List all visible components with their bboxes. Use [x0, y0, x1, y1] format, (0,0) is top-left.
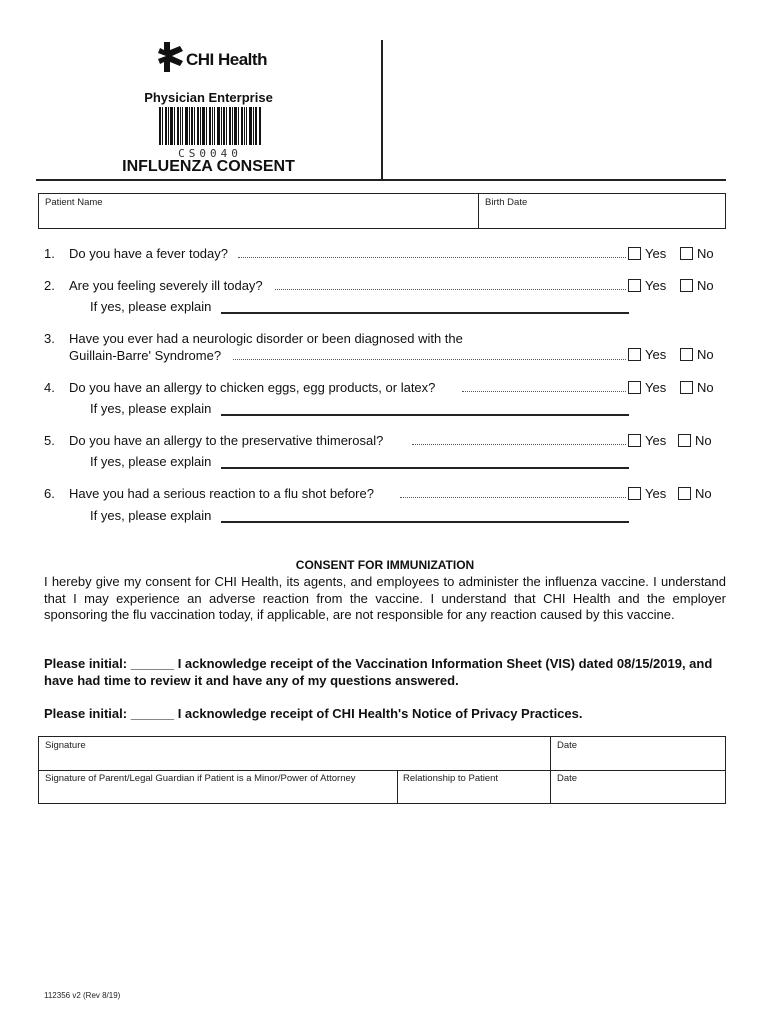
guardian-signature-field[interactable] [39, 784, 397, 804]
question-1 [44, 246, 734, 262]
question-number: 3. [44, 331, 55, 346]
yes-option[interactable] [628, 380, 666, 395]
explain-label: If yes, please explain [90, 299, 212, 314]
no-option[interactable] [680, 246, 714, 261]
explain-input-4[interactable] [221, 414, 629, 416]
no-label: No [697, 246, 714, 261]
no-checkbox[interactable] [678, 434, 691, 447]
question-number: 1. [44, 246, 55, 261]
barcode-icon [159, 107, 261, 145]
question-3 [44, 331, 734, 365]
question-4 [44, 380, 734, 396]
no-label: No [697, 380, 714, 395]
header-divider [381, 40, 383, 180]
no-checkbox[interactable] [678, 487, 691, 500]
patient-name-field[interactable] [39, 208, 478, 228]
yes-label: Yes [645, 486, 667, 501]
relationship-label: Relationship to Patient [403, 773, 499, 784]
question-number: 4. [44, 380, 55, 395]
no-label: No [695, 486, 712, 501]
question-number: 6. [44, 486, 55, 501]
no-checkbox[interactable] [680, 247, 693, 260]
question-text: Have you ever had a neurologic disorder or been diagnosed with the [69, 331, 463, 346]
explain-label: If yes, please explain [90, 508, 212, 523]
date2-label: Date [557, 773, 578, 784]
form-footer: 112356 v2 (Rev 8/19) [44, 991, 121, 1000]
question-text-line2: Guillain-Barre' Syndrome? [69, 348, 222, 363]
enterprise-label: Physician Enterprise [144, 90, 273, 105]
question-text: Do you have an allergy to chicken eggs, egg products, or latex? [69, 380, 436, 395]
no-option[interactable] [678, 486, 712, 501]
question-text: Do you have an allergy to the preservative thimerosal? [69, 433, 384, 448]
consent-body: I hereby give my consent for CHI Health, its agents, and employees to administer the influenza vaccine. I understand that I may experience an adverse reaction from the vaccine. I understand that CHI Health and the employer sponsoring the flu vaccination today, if applicable, are not responsible for any reaction caused by this vaccine. [44, 574, 726, 622]
no-label: No [697, 347, 714, 362]
question-text: Are you feeling severely ill today? [69, 278, 263, 293]
leader-dots [412, 444, 626, 445]
explain-input-2[interactable] [221, 312, 629, 314]
question-6 [44, 486, 734, 502]
yes-checkbox[interactable] [628, 381, 641, 394]
chi-logo-icon [158, 40, 186, 74]
question-text: Do you have a fever today? [69, 246, 228, 261]
yes-checkbox[interactable] [628, 434, 641, 447]
question-5 [44, 433, 734, 449]
no-option[interactable] [680, 380, 714, 395]
question-text: Have you had a serious reaction to a flu shot before? [69, 486, 374, 501]
no-label: No [697, 278, 714, 293]
yes-option[interactable] [628, 347, 666, 362]
yes-checkbox[interactable] [628, 279, 641, 292]
table-divider [39, 770, 725, 771]
barcode-text: CS0040 [178, 147, 242, 160]
no-checkbox[interactable] [680, 381, 693, 394]
relationship-field[interactable] [398, 784, 550, 804]
no-option[interactable] [680, 278, 714, 293]
explain-label: If yes, please explain [90, 401, 212, 416]
signature-table [38, 736, 726, 804]
birth-date-label: Birth Date [485, 197, 528, 208]
yes-label: Yes [645, 278, 667, 293]
yes-label: Yes [645, 433, 667, 448]
yes-checkbox[interactable] [628, 247, 641, 260]
leader-dots [238, 257, 626, 258]
chi-health-logo [158, 40, 278, 76]
yes-checkbox[interactable] [628, 487, 641, 500]
logo-text: CHI Health [186, 50, 267, 69]
yes-option[interactable] [628, 486, 666, 501]
yes-checkbox[interactable] [628, 348, 641, 361]
leader-dots [462, 391, 626, 392]
leader-dots [275, 289, 626, 290]
barcode [159, 107, 261, 160]
date-label: Date [557, 740, 578, 751]
form-title: INFLUENZA CONSENT [122, 158, 295, 175]
signature-field[interactable] [39, 751, 550, 770]
yes-label: Yes [645, 246, 667, 261]
date-field[interactable] [551, 751, 725, 770]
no-option[interactable] [678, 433, 712, 448]
birth-date-field[interactable] [479, 208, 725, 228]
explain-label: If yes, please explain [90, 454, 212, 469]
explain-input-5[interactable] [221, 467, 629, 469]
yes-option[interactable] [628, 278, 666, 293]
yes-label: Yes [645, 347, 667, 362]
header-rule [36, 179, 726, 181]
signature-label: Signature [45, 740, 86, 751]
explain-input-6[interactable] [221, 521, 629, 523]
leader-dots [233, 359, 626, 360]
yes-option[interactable] [628, 246, 666, 261]
initial-vis: Please initial: ______ I acknowledge receipt of the Vaccination Information Sheet (VIS) dated 08/15/2019, and have had time to review it and have any of my questions answered. [44, 656, 713, 688]
guardian-signature-label: Signature of Parent/Legal Guardian if Patient is a Minor/Power of Attorney [45, 773, 356, 784]
patient-info-box [38, 193, 726, 229]
no-option[interactable] [680, 347, 714, 362]
question-number: 2. [44, 278, 55, 293]
initial-privacy: Please initial: ______ I acknowledge receipt of CHI Health's Notice of Privacy Practices. [44, 706, 583, 721]
date2-field[interactable] [551, 784, 725, 804]
no-label: No [695, 433, 712, 448]
question-number: 5. [44, 433, 55, 448]
leader-dots [400, 497, 626, 498]
no-checkbox[interactable] [680, 279, 693, 292]
yes-option[interactable] [628, 433, 666, 448]
form-header [36, 38, 726, 181]
patient-name-label: Patient Name [45, 197, 103, 208]
yes-label: Yes [645, 380, 667, 395]
consent-title: CONSENT FOR IMMUNIZATION [295, 558, 475, 572]
no-checkbox[interactable] [680, 348, 693, 361]
question-2 [44, 278, 734, 294]
